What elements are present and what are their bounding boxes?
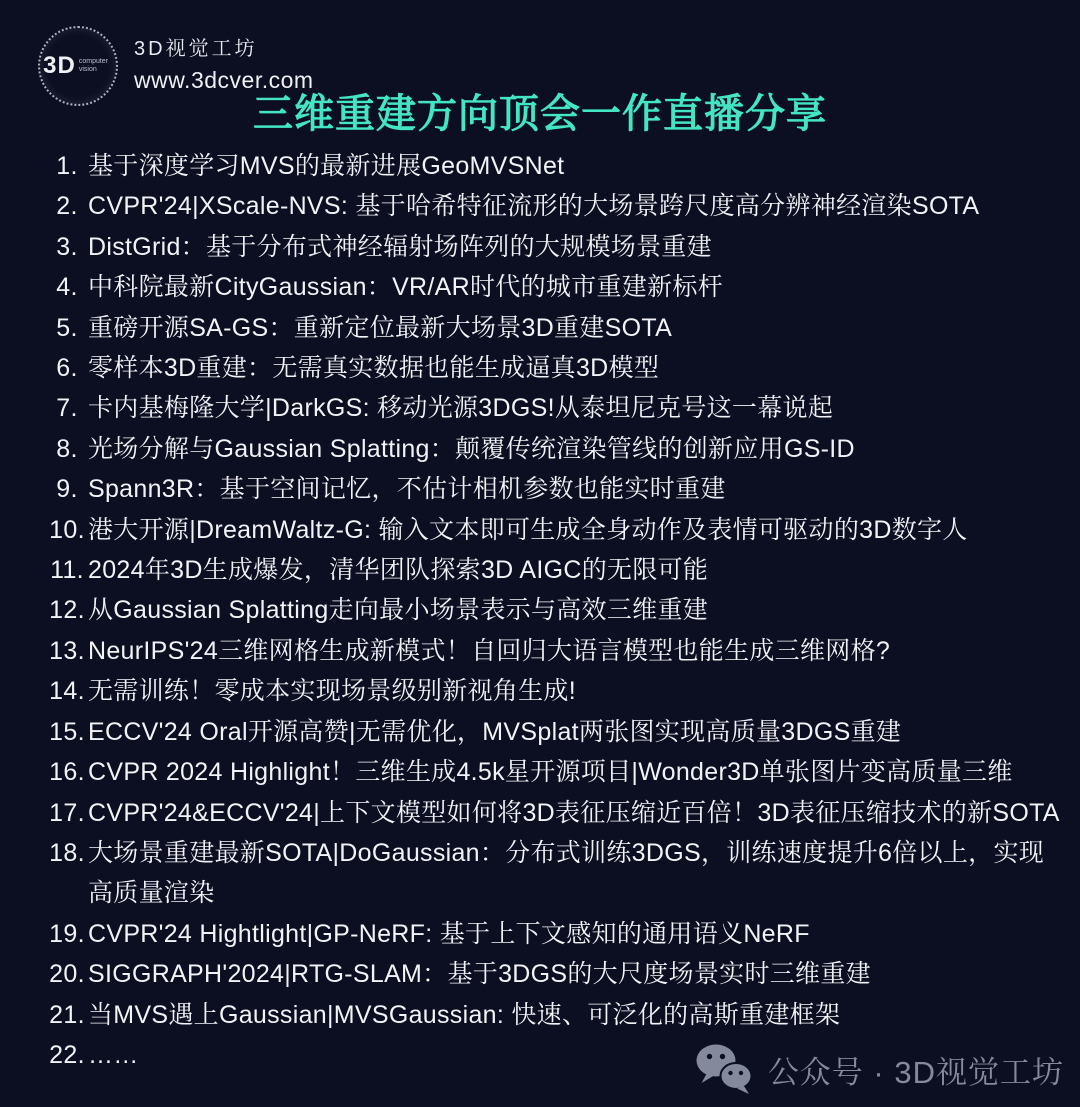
list-item-number: 18. bbox=[49, 838, 85, 867]
list-item-text: CVPR 2024 Highlight！三维生成4.5k星开源项目|Wonder3D单张图片变高质量三维 bbox=[88, 758, 1013, 787]
logo-3d-mark: 3D bbox=[43, 52, 76, 79]
list-item-text: CVPR'24 Hightlight|GP-NeRF: 基于上下文感知的通用语义NeRF bbox=[88, 919, 810, 948]
wechat-icon bbox=[695, 1043, 755, 1095]
list-item-number: 10. bbox=[49, 515, 85, 544]
list-item bbox=[46, 550, 1062, 590]
list-item bbox=[46, 954, 1062, 994]
list-item-text: …… bbox=[88, 1040, 139, 1069]
list-item bbox=[46, 590, 1062, 630]
list-item bbox=[46, 186, 1062, 226]
list-item-text: ECCV'24 Oral开源高赞|无需优化，MVSplat两张图实现高质量3DGS重建 bbox=[88, 717, 902, 746]
page-title: 三维重建方向顶会一作直播分享 bbox=[253, 92, 827, 136]
list-item-number: 13. bbox=[49, 636, 85, 665]
list-item-text: 2024年3D生成爆发，清华团队探索3D AIGC的无限可能 bbox=[88, 556, 709, 585]
list-item-number: 4. bbox=[56, 273, 78, 302]
list-item bbox=[46, 712, 1062, 752]
list-item-text: 当MVS遇上Gaussian|MVSGaussian: 快速、可泛化的高斯重建框架 bbox=[88, 1000, 841, 1029]
list-item bbox=[46, 267, 1062, 307]
list-item-number: 20. bbox=[49, 960, 85, 989]
list-item-number: 8. bbox=[56, 434, 78, 463]
list-item-text: 卡内基梅隆大学|DarkGS: 移动光源3DGS!从泰坦尼克号这一幕说起 bbox=[88, 394, 834, 423]
list-item-text: CVPR'24|XScale-NVS: 基于哈希特征流形的大场景跨尺度高分辨神经渲染SOTA bbox=[88, 192, 980, 221]
list-item-text: 港大开源|DreamWaltz-G: 输入文本即可生成全身动作及表情可驱动的3D数字人 bbox=[88, 515, 968, 544]
list-item bbox=[46, 793, 1062, 833]
list-item-number: 5. bbox=[56, 313, 78, 342]
list-item-text: SIGGRAPH'2024|RTG-SLAM：基于3DGS的大尺度场景实时三维重建 bbox=[88, 960, 871, 989]
list-item-number: 22. bbox=[49, 1040, 85, 1069]
list-item-number: 7. bbox=[56, 394, 78, 423]
topic-list bbox=[46, 146, 1062, 1075]
wechat-watermark bbox=[695, 1043, 1064, 1095]
list-item-text: 从Gaussian Splatting走向最小场景表示与高效三维重建 bbox=[88, 596, 709, 625]
list-item-text: NeurIPS'24三维网格生成新模式！自回归大语言模型也能生成三维网格? bbox=[88, 636, 891, 665]
list-item-text: 重磅开源SA-GS：重新定位最新大场景3D重建SOTA bbox=[88, 313, 673, 342]
list-item-text: 基于深度学习MVS的最新进展GeoMVSNet bbox=[88, 152, 565, 180]
list-item-number: 14. bbox=[49, 677, 85, 706]
list-item-number: 11. bbox=[50, 556, 84, 585]
list-item-text: 无需训练！零成本实现场景级别新视角生成! bbox=[88, 677, 576, 706]
list-item bbox=[46, 510, 1062, 550]
list-item bbox=[46, 308, 1062, 348]
list-item bbox=[46, 671, 1062, 711]
list-item-number: 16. bbox=[49, 758, 85, 787]
list-item-text: 零样本3D重建：无需真实数据也能生成逼真3D模型 bbox=[88, 354, 660, 383]
list-item-number: 6. bbox=[56, 354, 78, 383]
list-item-number: 9. bbox=[56, 475, 78, 504]
list-item bbox=[46, 388, 1062, 428]
brand-url: www.3dcver.com bbox=[134, 67, 314, 93]
list-item-text: DistGrid：基于分布式神经辐射场阵列的大规模场景重建 bbox=[88, 232, 712, 261]
list-item bbox=[46, 631, 1062, 671]
list-item-number: 2. bbox=[56, 192, 78, 221]
list-item bbox=[46, 914, 1062, 954]
wechat-label: 公众号 · 3D视觉工坊 bbox=[767, 1054, 1064, 1090]
list-item bbox=[46, 429, 1062, 469]
list-item bbox=[46, 833, 1062, 914]
list-item-text: 大场景重建最新SOTA|DoGaussian：分布式训练3DGS，训练速度提升6倍以上，实现高质量渲染 bbox=[88, 838, 1045, 908]
list-item-text: Spann3R：基于空间记忆，不估计相机参数也能实时重建 bbox=[88, 475, 726, 504]
brand-name: 3D视觉工坊 bbox=[134, 38, 258, 60]
list-item-text: 光场分解与Gaussian Splatting：颠覆传统渲染管线的创新应用GS-ID bbox=[88, 434, 855, 463]
list-item-number: 12. bbox=[49, 596, 85, 625]
list-item bbox=[46, 995, 1062, 1035]
logo-3d-mark-subtext: computer vision bbox=[78, 57, 109, 73]
list-item bbox=[46, 469, 1062, 509]
list-item-text: 中科院最新CityGaussian：VR/AR时代的城市重建新标杆 bbox=[88, 273, 723, 302]
list-item bbox=[46, 752, 1062, 792]
list-item bbox=[46, 146, 1062, 186]
list-item bbox=[46, 348, 1062, 388]
list-item-number: 15. bbox=[49, 717, 85, 746]
list-item-text: CVPR'24&ECCV'24|上下文模型如何将3D表征压缩近百倍！3D表征压缩技术的新SOTA bbox=[88, 798, 1060, 827]
list-item-number: 17. bbox=[49, 798, 85, 827]
list-item-number: 3. bbox=[56, 232, 78, 261]
list-item bbox=[46, 227, 1062, 267]
list-item-number: 1. bbox=[56, 152, 78, 180]
list-item-number: 21. bbox=[49, 1000, 85, 1029]
list-item-number: 19. bbox=[49, 919, 85, 948]
